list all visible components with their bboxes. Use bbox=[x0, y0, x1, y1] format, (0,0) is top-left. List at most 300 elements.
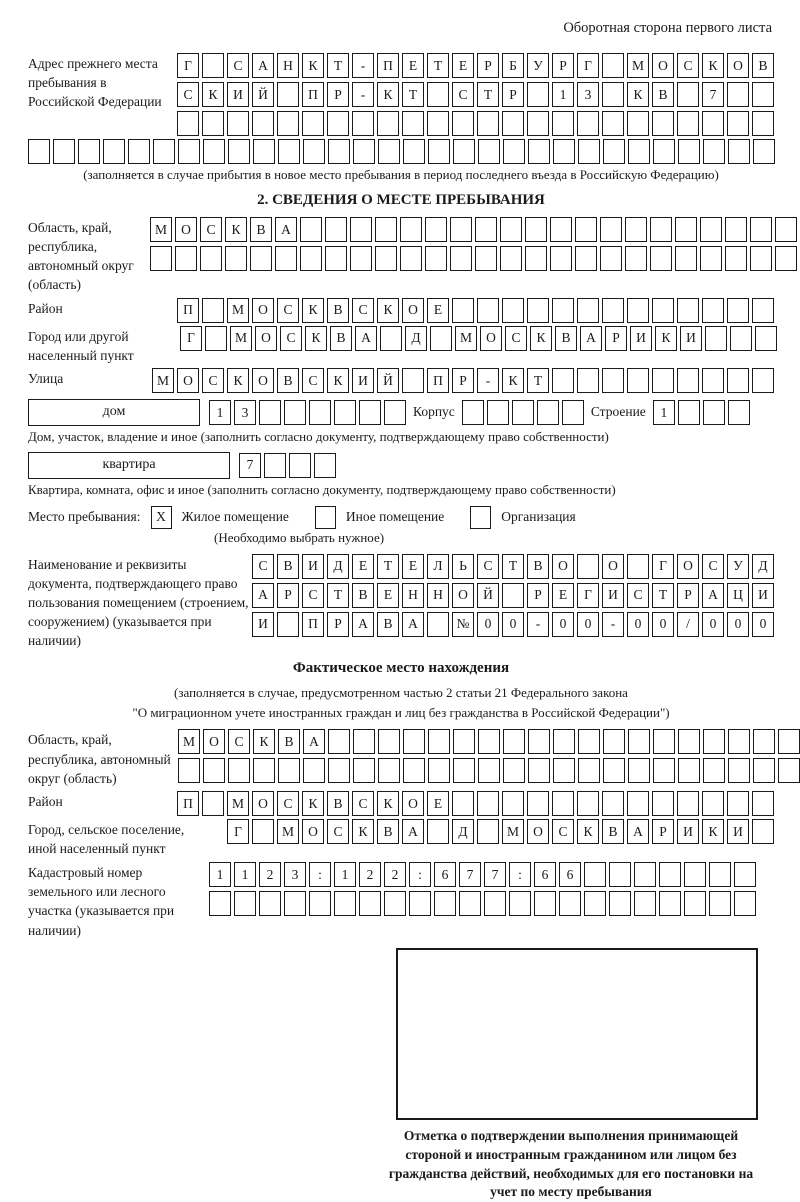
form-cell[interactable]: О bbox=[677, 554, 699, 579]
form-cell[interactable]: В bbox=[327, 791, 349, 816]
form-cell[interactable] bbox=[628, 139, 650, 164]
form-cell[interactable] bbox=[677, 298, 699, 323]
form-cell[interactable]: 7 bbox=[702, 82, 724, 107]
form-cell[interactable]: - bbox=[352, 82, 374, 107]
form-cell[interactable] bbox=[553, 139, 575, 164]
form-cell[interactable] bbox=[677, 368, 699, 393]
form-cell[interactable] bbox=[475, 217, 497, 242]
form-cell[interactable] bbox=[750, 217, 772, 242]
form-cell[interactable]: П bbox=[377, 53, 399, 78]
form-cell[interactable]: У bbox=[527, 53, 549, 78]
form-cell[interactable]: Н bbox=[277, 53, 299, 78]
form-cell[interactable]: Е bbox=[427, 298, 449, 323]
form-cell[interactable] bbox=[328, 139, 350, 164]
form-cell[interactable]: О bbox=[175, 217, 197, 242]
form-cell[interactable]: 0 bbox=[727, 612, 749, 637]
form-cell[interactable]: С bbox=[227, 53, 249, 78]
form-cell[interactable] bbox=[703, 139, 725, 164]
form-cell[interactable] bbox=[477, 111, 499, 136]
form-cell[interactable] bbox=[778, 729, 800, 754]
form-cell[interactable] bbox=[677, 111, 699, 136]
form-cell[interactable] bbox=[602, 53, 624, 78]
form-cell[interactable] bbox=[727, 111, 749, 136]
form-cell[interactable]: С bbox=[352, 298, 374, 323]
form-cell[interactable] bbox=[452, 111, 474, 136]
form-cell[interactable]: А bbox=[402, 819, 424, 844]
form-cell[interactable]: Р bbox=[502, 82, 524, 107]
stay-type-checkbox-organization[interactable] bbox=[470, 506, 491, 529]
form-cell[interactable] bbox=[503, 758, 525, 783]
form-cell[interactable]: Р bbox=[327, 612, 349, 637]
form-cell[interactable] bbox=[678, 139, 700, 164]
form-cell[interactable]: Р bbox=[677, 583, 699, 608]
form-cell[interactable] bbox=[525, 217, 547, 242]
form-cell[interactable]: М bbox=[455, 326, 477, 351]
form-cell[interactable] bbox=[353, 729, 375, 754]
form-cell[interactable] bbox=[453, 729, 475, 754]
form-cell[interactable] bbox=[659, 891, 681, 916]
form-cell[interactable]: - bbox=[527, 612, 549, 637]
form-cell[interactable] bbox=[314, 453, 336, 478]
form-cell[interactable] bbox=[512, 400, 534, 425]
form-cell[interactable]: Н bbox=[427, 583, 449, 608]
form-cell[interactable] bbox=[625, 246, 647, 271]
form-cell[interactable] bbox=[478, 729, 500, 754]
form-cell[interactable] bbox=[725, 217, 747, 242]
form-cell[interactable]: 7 bbox=[239, 453, 261, 478]
form-cell[interactable]: К bbox=[377, 82, 399, 107]
form-cell[interactable] bbox=[477, 819, 499, 844]
form-cell[interactable] bbox=[628, 758, 650, 783]
form-cell[interactable] bbox=[753, 758, 775, 783]
form-cell[interactable] bbox=[103, 139, 125, 164]
form-cell[interactable] bbox=[352, 111, 374, 136]
form-cell[interactable]: А bbox=[303, 729, 325, 754]
form-cell[interactable]: У bbox=[727, 554, 749, 579]
form-cell[interactable]: 0 bbox=[552, 612, 574, 637]
form-cell[interactable] bbox=[303, 758, 325, 783]
form-cell[interactable]: К bbox=[577, 819, 599, 844]
form-cell[interactable]: С bbox=[228, 729, 250, 754]
form-cell[interactable] bbox=[534, 891, 556, 916]
form-cell[interactable]: К bbox=[302, 53, 324, 78]
form-cell[interactable]: С bbox=[352, 791, 374, 816]
form-cell[interactable]: 1 bbox=[334, 862, 356, 887]
form-cell[interactable] bbox=[234, 891, 256, 916]
form-cell[interactable] bbox=[703, 400, 725, 425]
form-cell[interactable]: Е bbox=[352, 554, 374, 579]
form-cell[interactable]: 0 bbox=[627, 612, 649, 637]
form-cell[interactable] bbox=[502, 791, 524, 816]
form-cell[interactable] bbox=[153, 139, 175, 164]
form-cell[interactable] bbox=[353, 758, 375, 783]
form-cell[interactable] bbox=[400, 246, 422, 271]
form-cell[interactable] bbox=[778, 758, 800, 783]
form-cell[interactable]: М bbox=[227, 298, 249, 323]
form-cell[interactable] bbox=[528, 729, 550, 754]
form-cell[interactable] bbox=[577, 791, 599, 816]
form-cell[interactable] bbox=[562, 400, 584, 425]
form-cell[interactable]: Т bbox=[327, 583, 349, 608]
form-cell[interactable]: М bbox=[152, 368, 174, 393]
form-cell[interactable] bbox=[202, 53, 224, 78]
form-cell[interactable] bbox=[584, 862, 606, 887]
form-cell[interactable]: В bbox=[250, 217, 272, 242]
form-cell[interactable]: О bbox=[402, 791, 424, 816]
form-cell[interactable]: П bbox=[177, 791, 199, 816]
form-cell[interactable]: К bbox=[627, 82, 649, 107]
form-cell[interactable] bbox=[528, 758, 550, 783]
form-cell[interactable]: Р bbox=[277, 583, 299, 608]
form-cell[interactable]: Й bbox=[252, 82, 274, 107]
form-cell[interactable] bbox=[28, 139, 50, 164]
form-cell[interactable]: Д bbox=[327, 554, 349, 579]
form-cell[interactable] bbox=[478, 139, 500, 164]
form-cell[interactable] bbox=[625, 217, 647, 242]
form-cell[interactable] bbox=[650, 246, 672, 271]
form-cell[interactable]: Т bbox=[427, 53, 449, 78]
form-cell[interactable] bbox=[425, 217, 447, 242]
form-cell[interactable] bbox=[427, 819, 449, 844]
form-cell[interactable]: : bbox=[309, 862, 331, 887]
form-cell[interactable] bbox=[200, 246, 222, 271]
form-cell[interactable] bbox=[503, 139, 525, 164]
form-cell[interactable] bbox=[578, 758, 600, 783]
form-cell[interactable]: 0 bbox=[577, 612, 599, 637]
form-cell[interactable] bbox=[627, 554, 649, 579]
form-cell[interactable] bbox=[375, 246, 397, 271]
form-cell[interactable]: Е bbox=[552, 583, 574, 608]
form-cell[interactable]: Д bbox=[405, 326, 427, 351]
form-cell[interactable] bbox=[552, 298, 574, 323]
form-cell[interactable]: К bbox=[377, 298, 399, 323]
form-cell[interactable]: К bbox=[352, 819, 374, 844]
form-cell[interactable] bbox=[350, 217, 372, 242]
form-cell[interactable]: Р bbox=[477, 53, 499, 78]
form-cell[interactable] bbox=[752, 791, 774, 816]
form-cell[interactable]: А bbox=[252, 53, 274, 78]
form-cell[interactable] bbox=[278, 139, 300, 164]
form-cell[interactable]: К bbox=[702, 53, 724, 78]
form-cell[interactable]: О bbox=[452, 583, 474, 608]
form-cell[interactable] bbox=[728, 400, 750, 425]
form-cell[interactable] bbox=[203, 758, 225, 783]
form-cell[interactable] bbox=[178, 139, 200, 164]
form-cell[interactable] bbox=[752, 82, 774, 107]
form-cell[interactable] bbox=[378, 758, 400, 783]
form-cell[interactable] bbox=[409, 891, 431, 916]
form-cell[interactable] bbox=[709, 862, 731, 887]
form-cell[interactable]: Н bbox=[402, 583, 424, 608]
form-cell[interactable] bbox=[703, 729, 725, 754]
form-cell[interactable] bbox=[309, 400, 331, 425]
form-cell[interactable] bbox=[702, 111, 724, 136]
form-cell[interactable] bbox=[378, 139, 400, 164]
form-cell[interactable] bbox=[289, 453, 311, 478]
form-cell[interactable] bbox=[303, 139, 325, 164]
form-cell[interactable]: И bbox=[302, 554, 324, 579]
form-cell[interactable] bbox=[700, 246, 722, 271]
form-cell[interactable]: 3 bbox=[234, 400, 256, 425]
form-cell[interactable]: 6 bbox=[434, 862, 456, 887]
form-cell[interactable] bbox=[750, 246, 772, 271]
form-cell[interactable]: Т bbox=[527, 368, 549, 393]
form-cell[interactable] bbox=[359, 400, 381, 425]
form-cell[interactable]: Е bbox=[452, 53, 474, 78]
form-cell[interactable]: 1 bbox=[209, 400, 231, 425]
form-cell[interactable]: К bbox=[202, 82, 224, 107]
form-cell[interactable]: : bbox=[409, 862, 431, 887]
form-cell[interactable] bbox=[353, 139, 375, 164]
form-cell[interactable] bbox=[525, 246, 547, 271]
form-cell[interactable] bbox=[477, 791, 499, 816]
form-cell[interactable] bbox=[575, 246, 597, 271]
form-cell[interactable] bbox=[350, 246, 372, 271]
form-cell[interactable] bbox=[628, 729, 650, 754]
form-cell[interactable] bbox=[678, 758, 700, 783]
form-cell[interactable] bbox=[428, 139, 450, 164]
form-cell[interactable] bbox=[709, 891, 731, 916]
form-cell[interactable] bbox=[578, 729, 600, 754]
form-cell[interactable] bbox=[527, 791, 549, 816]
form-cell[interactable] bbox=[502, 111, 524, 136]
form-cell[interactable] bbox=[228, 758, 250, 783]
form-cell[interactable]: 7 bbox=[459, 862, 481, 887]
form-cell[interactable]: М bbox=[230, 326, 252, 351]
form-cell[interactable]: С bbox=[277, 791, 299, 816]
form-cell[interactable] bbox=[384, 891, 406, 916]
form-cell[interactable]: Д bbox=[752, 554, 774, 579]
form-cell[interactable]: В bbox=[602, 819, 624, 844]
form-cell[interactable] bbox=[78, 139, 100, 164]
form-cell[interactable]: Й bbox=[377, 368, 399, 393]
form-cell[interactable] bbox=[552, 111, 574, 136]
form-cell[interactable] bbox=[400, 217, 422, 242]
form-cell[interactable] bbox=[380, 326, 402, 351]
form-cell[interactable] bbox=[378, 729, 400, 754]
form-cell[interactable] bbox=[552, 368, 574, 393]
form-cell[interactable] bbox=[734, 891, 756, 916]
form-cell[interactable] bbox=[225, 246, 247, 271]
form-cell[interactable] bbox=[475, 246, 497, 271]
form-cell[interactable]: С bbox=[327, 819, 349, 844]
form-cell[interactable] bbox=[302, 111, 324, 136]
form-cell[interactable]: Г bbox=[177, 53, 199, 78]
form-cell[interactable] bbox=[328, 729, 350, 754]
form-cell[interactable] bbox=[428, 729, 450, 754]
form-cell[interactable] bbox=[602, 298, 624, 323]
form-cell[interactable] bbox=[650, 217, 672, 242]
form-cell[interactable]: О bbox=[480, 326, 502, 351]
form-cell[interactable] bbox=[653, 139, 675, 164]
form-cell[interactable]: К bbox=[302, 791, 324, 816]
form-cell[interactable]: В bbox=[752, 53, 774, 78]
form-cell[interactable] bbox=[459, 891, 481, 916]
form-cell[interactable] bbox=[202, 298, 224, 323]
form-cell[interactable] bbox=[700, 217, 722, 242]
form-cell[interactable] bbox=[427, 612, 449, 637]
form-cell[interactable]: О bbox=[255, 326, 277, 351]
form-cell[interactable]: Е bbox=[377, 583, 399, 608]
form-cell[interactable] bbox=[752, 298, 774, 323]
form-cell[interactable]: Г bbox=[180, 326, 202, 351]
form-cell[interactable] bbox=[550, 217, 572, 242]
form-cell[interactable]: К bbox=[302, 298, 324, 323]
form-cell[interactable]: 1 bbox=[653, 400, 675, 425]
form-cell[interactable]: Ц bbox=[727, 583, 749, 608]
form-cell[interactable]: П bbox=[427, 368, 449, 393]
form-cell[interactable]: В bbox=[277, 368, 299, 393]
form-cell[interactable] bbox=[677, 82, 699, 107]
form-cell[interactable]: М bbox=[277, 819, 299, 844]
form-cell[interactable]: 2 bbox=[384, 862, 406, 887]
form-cell[interactable]: 3 bbox=[284, 862, 306, 887]
form-cell[interactable]: 6 bbox=[559, 862, 581, 887]
form-cell[interactable] bbox=[575, 217, 597, 242]
form-cell[interactable] bbox=[559, 891, 581, 916]
form-cell[interactable] bbox=[203, 139, 225, 164]
form-cell[interactable]: С bbox=[177, 82, 199, 107]
form-cell[interactable]: С bbox=[552, 819, 574, 844]
form-cell[interactable] bbox=[500, 246, 522, 271]
form-cell[interactable]: В bbox=[377, 612, 399, 637]
form-cell[interactable] bbox=[684, 891, 706, 916]
form-cell[interactable] bbox=[753, 729, 775, 754]
form-cell[interactable] bbox=[728, 139, 750, 164]
form-cell[interactable] bbox=[277, 111, 299, 136]
form-cell[interactable] bbox=[402, 111, 424, 136]
form-cell[interactable] bbox=[752, 819, 774, 844]
form-cell[interactable] bbox=[377, 111, 399, 136]
form-cell[interactable] bbox=[675, 246, 697, 271]
form-cell[interactable] bbox=[150, 246, 172, 271]
form-cell[interactable]: - bbox=[352, 53, 374, 78]
form-cell[interactable] bbox=[403, 758, 425, 783]
form-cell[interactable] bbox=[659, 862, 681, 887]
form-cell[interactable]: Т bbox=[377, 554, 399, 579]
form-cell[interactable]: А bbox=[252, 583, 274, 608]
form-cell[interactable] bbox=[528, 139, 550, 164]
form-cell[interactable] bbox=[259, 400, 281, 425]
form-cell[interactable] bbox=[552, 791, 574, 816]
form-cell[interactable] bbox=[603, 139, 625, 164]
form-cell[interactable] bbox=[734, 862, 756, 887]
form-cell[interactable]: Р bbox=[652, 819, 674, 844]
form-cell[interactable]: Л bbox=[427, 554, 449, 579]
stay-type-checkbox-other-premises[interactable] bbox=[315, 506, 336, 529]
form-cell[interactable] bbox=[325, 217, 347, 242]
form-cell[interactable]: 0 bbox=[652, 612, 674, 637]
form-cell[interactable]: О bbox=[302, 819, 324, 844]
form-cell[interactable] bbox=[725, 246, 747, 271]
form-cell[interactable] bbox=[425, 246, 447, 271]
form-cell[interactable]: П bbox=[177, 298, 199, 323]
form-cell[interactable] bbox=[652, 791, 674, 816]
form-cell[interactable] bbox=[527, 111, 549, 136]
form-cell[interactable] bbox=[450, 246, 472, 271]
form-cell[interactable]: Г bbox=[577, 53, 599, 78]
form-cell[interactable]: Р bbox=[605, 326, 627, 351]
form-cell[interactable]: О bbox=[527, 819, 549, 844]
form-cell[interactable]: К bbox=[702, 819, 724, 844]
form-cell[interactable] bbox=[702, 298, 724, 323]
form-cell[interactable] bbox=[450, 217, 472, 242]
form-cell[interactable] bbox=[427, 111, 449, 136]
form-cell[interactable] bbox=[600, 246, 622, 271]
form-cell[interactable]: Р bbox=[452, 368, 474, 393]
form-cell[interactable]: 0 bbox=[752, 612, 774, 637]
form-cell[interactable]: И bbox=[352, 368, 374, 393]
form-cell[interactable] bbox=[727, 298, 749, 323]
form-cell[interactable]: С bbox=[477, 554, 499, 579]
form-cell[interactable]: С bbox=[452, 82, 474, 107]
form-cell[interactable]: И bbox=[630, 326, 652, 351]
form-cell[interactable] bbox=[603, 758, 625, 783]
form-cell[interactable] bbox=[550, 246, 572, 271]
form-cell[interactable] bbox=[253, 139, 275, 164]
form-cell[interactable]: И bbox=[680, 326, 702, 351]
form-cell[interactable] bbox=[177, 111, 199, 136]
form-cell[interactable] bbox=[277, 82, 299, 107]
form-cell[interactable] bbox=[602, 111, 624, 136]
form-cell[interactable]: И bbox=[602, 583, 624, 608]
form-cell[interactable] bbox=[250, 246, 272, 271]
form-cell[interactable] bbox=[527, 298, 549, 323]
form-cell[interactable]: В bbox=[330, 326, 352, 351]
form-cell[interactable] bbox=[602, 82, 624, 107]
form-cell[interactable] bbox=[403, 729, 425, 754]
form-cell[interactable]: Т bbox=[652, 583, 674, 608]
form-cell[interactable]: : bbox=[509, 862, 531, 887]
form-cell[interactable]: К bbox=[377, 791, 399, 816]
form-cell[interactable] bbox=[600, 217, 622, 242]
form-cell[interactable]: С bbox=[627, 583, 649, 608]
form-cell[interactable]: 2 bbox=[259, 862, 281, 887]
form-cell[interactable]: Г bbox=[227, 819, 249, 844]
form-cell[interactable] bbox=[537, 400, 559, 425]
form-cell[interactable]: С bbox=[302, 368, 324, 393]
form-cell[interactable]: Т bbox=[402, 82, 424, 107]
form-cell[interactable]: 1 bbox=[209, 862, 231, 887]
form-cell[interactable]: / bbox=[677, 612, 699, 637]
form-cell[interactable] bbox=[428, 758, 450, 783]
form-cell[interactable]: Е bbox=[427, 791, 449, 816]
form-cell[interactable]: О bbox=[203, 729, 225, 754]
form-cell[interactable]: О bbox=[602, 554, 624, 579]
form-cell[interactable] bbox=[652, 298, 674, 323]
form-cell[interactable] bbox=[727, 791, 749, 816]
form-cell[interactable] bbox=[634, 891, 656, 916]
form-cell[interactable] bbox=[753, 139, 775, 164]
form-cell[interactable] bbox=[609, 862, 631, 887]
form-cell[interactable]: № bbox=[452, 612, 474, 637]
form-cell[interactable]: И bbox=[252, 612, 274, 637]
form-cell[interactable]: К bbox=[655, 326, 677, 351]
form-cell[interactable]: А bbox=[702, 583, 724, 608]
form-cell[interactable] bbox=[375, 217, 397, 242]
form-cell[interactable] bbox=[702, 791, 724, 816]
form-cell[interactable] bbox=[602, 368, 624, 393]
form-cell[interactable]: С bbox=[505, 326, 527, 351]
form-cell[interactable] bbox=[502, 298, 524, 323]
form-cell[interactable] bbox=[275, 246, 297, 271]
form-cell[interactable] bbox=[652, 111, 674, 136]
form-cell[interactable]: М bbox=[150, 217, 172, 242]
form-cell[interactable] bbox=[553, 729, 575, 754]
form-cell[interactable] bbox=[503, 729, 525, 754]
form-cell[interactable] bbox=[452, 298, 474, 323]
form-cell[interactable]: С bbox=[280, 326, 302, 351]
